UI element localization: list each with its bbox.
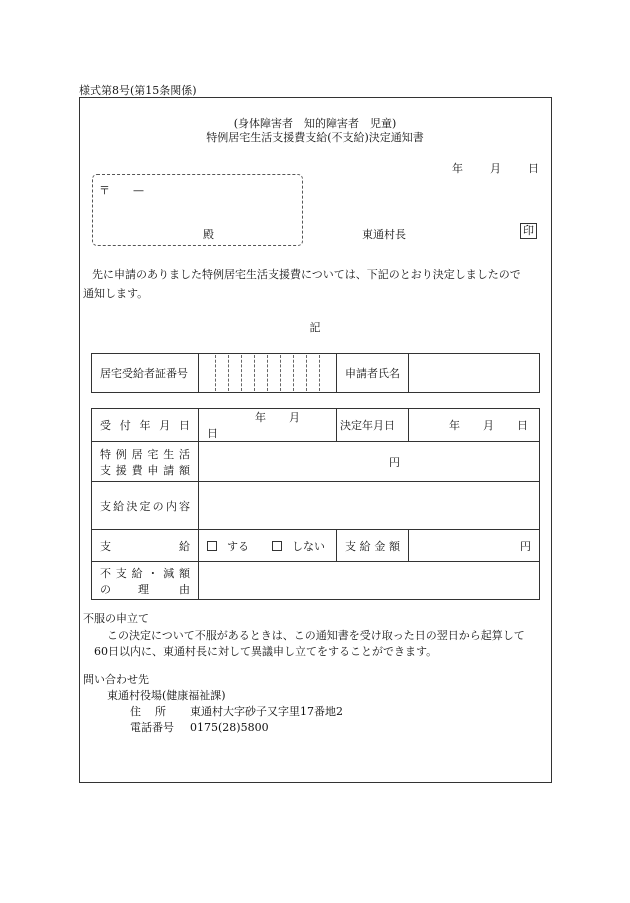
table-row [92,530,540,562]
objection-heading: 不服の申立て [83,612,149,625]
address-value: 東通村大字砂子又字里17番地2 [190,705,343,718]
document-title: 特例居宅生活支援費支給(不支給)決定通知書 [206,131,424,144]
payment-no-label: しない [292,539,325,553]
decision-content-label: 支給決定の内容 [92,482,199,530]
contact-heading: 問い合わせ先 [83,673,149,686]
intro-line-1: 先に申請のありました特例居宅生活支援費については、下記のとおり決定しましたので [92,268,521,281]
reception-year: 年 [255,411,266,424]
reception-date-label: 受付年月日 [92,409,199,442]
payment-amount-label: 支給金額 [337,530,409,562]
cert-number-label: 居宅受給者証番号 [92,354,199,393]
issue-date [452,160,539,176]
table-row [92,562,540,600]
application-amount-label [92,442,199,482]
payment-label [92,530,199,562]
document-subtitle: (身体障害者 知的障害者 児童) [233,117,397,130]
application-amount-field[interactable] [199,442,540,482]
application-amount-label-1: 特例居宅生活 [100,447,190,461]
postal-dash: — [133,184,144,197]
decision-content-field[interactable] [199,482,540,530]
payment-label-left: 支 [100,539,111,553]
postal-mark: 〒 [99,184,110,197]
table-row [92,409,540,442]
objection-line-1: この決定について不服があるときは、この通知書を受け取った日の翌日から起算して [107,629,525,642]
reason-label [92,562,199,600]
objection-line-2: 60日以内に、東通村長に対して異議申し立てをすることができます。 [94,645,438,658]
payment-label-right: 給 [179,539,190,553]
cert-number-field[interactable] [199,354,337,393]
reason-label-2-right: 理由 [138,582,190,596]
seal-mark: 印 [520,223,537,239]
decision-year: 年 [449,419,460,432]
decision-date-field[interactable] [409,409,540,442]
issuer-name: 東通村長 [362,228,406,241]
decision-table [91,408,540,600]
reason-field[interactable] [199,562,540,600]
ki-heading: 記 [309,321,321,334]
reception-day: 日 [207,427,218,440]
payment-yes-checkbox[interactable] [207,541,217,551]
address-label: 住所 [130,705,166,718]
payment-no-checkbox[interactable] [272,541,282,551]
application-amount-label-2: 支援費申請額 [100,463,190,477]
decision-date-label: 決定年月日 [337,409,409,442]
payment-yes-label: する [227,539,249,553]
contact-address [130,703,343,719]
postal-code [99,182,144,198]
applicant-name-label: 申請者氏名 [337,354,409,393]
phone-label: 電話番号 [130,721,174,734]
payment-amount-field[interactable] [409,530,540,562]
decision-month: 月 [483,419,494,432]
payment-amount-yen: 円 [520,539,531,553]
reception-month: 月 [289,411,300,424]
table-row [92,354,540,393]
reception-date-field[interactable] [199,409,337,442]
table-row [92,442,540,482]
intro-line-2: 通知します。 [83,287,149,300]
contact-office: 東通村役場(健康福祉課) [107,689,226,702]
phone-value: 0175(28)5800 [190,721,269,734]
issue-date-day: 日 [528,162,539,175]
issue-date-year: 年 [452,162,463,175]
decision-day: 日 [517,419,528,432]
payment-options [199,530,337,562]
form-number: 様式第8号(第15条関係) [79,84,197,97]
issue-date-month: 月 [490,162,501,175]
table-row [92,482,540,530]
recipient-honorific: 殿 [203,228,214,241]
reason-label-1: 不支給・減額 [100,566,190,580]
applicant-name-field[interactable] [409,354,540,393]
reason-label-2 [100,581,190,597]
certificate-table [91,353,540,393]
contact-phone [130,719,269,735]
reason-label-2-left: の [100,582,111,596]
application-amount-yen: 円 [389,455,400,469]
